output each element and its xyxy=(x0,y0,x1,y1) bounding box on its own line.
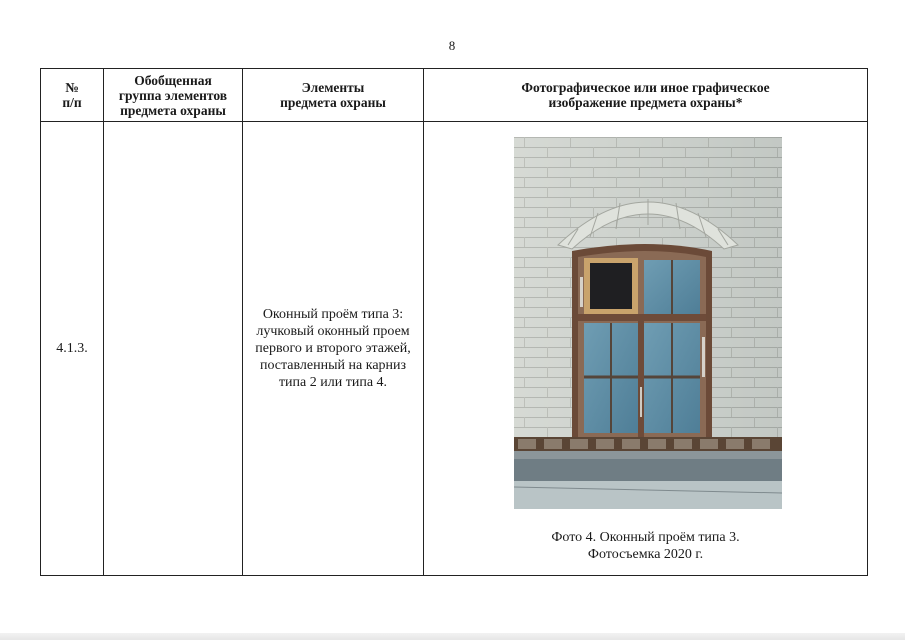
window-photo xyxy=(514,137,782,509)
header-elements xyxy=(243,69,424,122)
header-number-line1: № xyxy=(65,80,79,95)
header-image xyxy=(424,69,868,122)
row-photo-cell xyxy=(424,122,868,576)
page-number: 8 xyxy=(448,38,456,53)
header-number-line2: п/п xyxy=(62,95,82,110)
row-number: 4.1.3. xyxy=(41,122,104,576)
table-header-row xyxy=(41,69,868,122)
header-group-line2: группа элементов xyxy=(118,87,228,103)
header-elements-line1: Элементы xyxy=(301,80,365,95)
row-group xyxy=(104,122,243,576)
element-line-5: типа 2 или типа 4. xyxy=(278,375,388,390)
element-line-4: поставленный на карниз xyxy=(259,358,407,373)
protection-table xyxy=(40,68,868,576)
scan-bottom-edge xyxy=(0,633,905,640)
header-number xyxy=(41,69,104,122)
header-image-line1: Фотографическое или иное графическое xyxy=(521,80,770,95)
photo-caption-line2: Фотосъемка 2020 г. xyxy=(587,547,704,562)
header-group-line3: предмета охраны xyxy=(120,102,226,118)
table-row xyxy=(41,122,868,576)
header-elements-line2: предмета охраны xyxy=(280,95,386,110)
element-line-1: Оконный проём типа 3: xyxy=(262,307,404,322)
element-line-3: первого и второго этажей, xyxy=(255,341,411,356)
photo-caption-line1: Фото 4. Оконный проём типа 3. xyxy=(551,530,740,545)
header-group xyxy=(104,69,243,122)
element-line-2: лучковый оконный проем xyxy=(256,324,410,339)
header-image-line2: изображение предмета охраны* xyxy=(548,95,743,110)
header-group-line1: Обобщенная xyxy=(134,72,212,88)
row-element-description xyxy=(243,122,424,576)
photo-caption xyxy=(424,529,867,563)
